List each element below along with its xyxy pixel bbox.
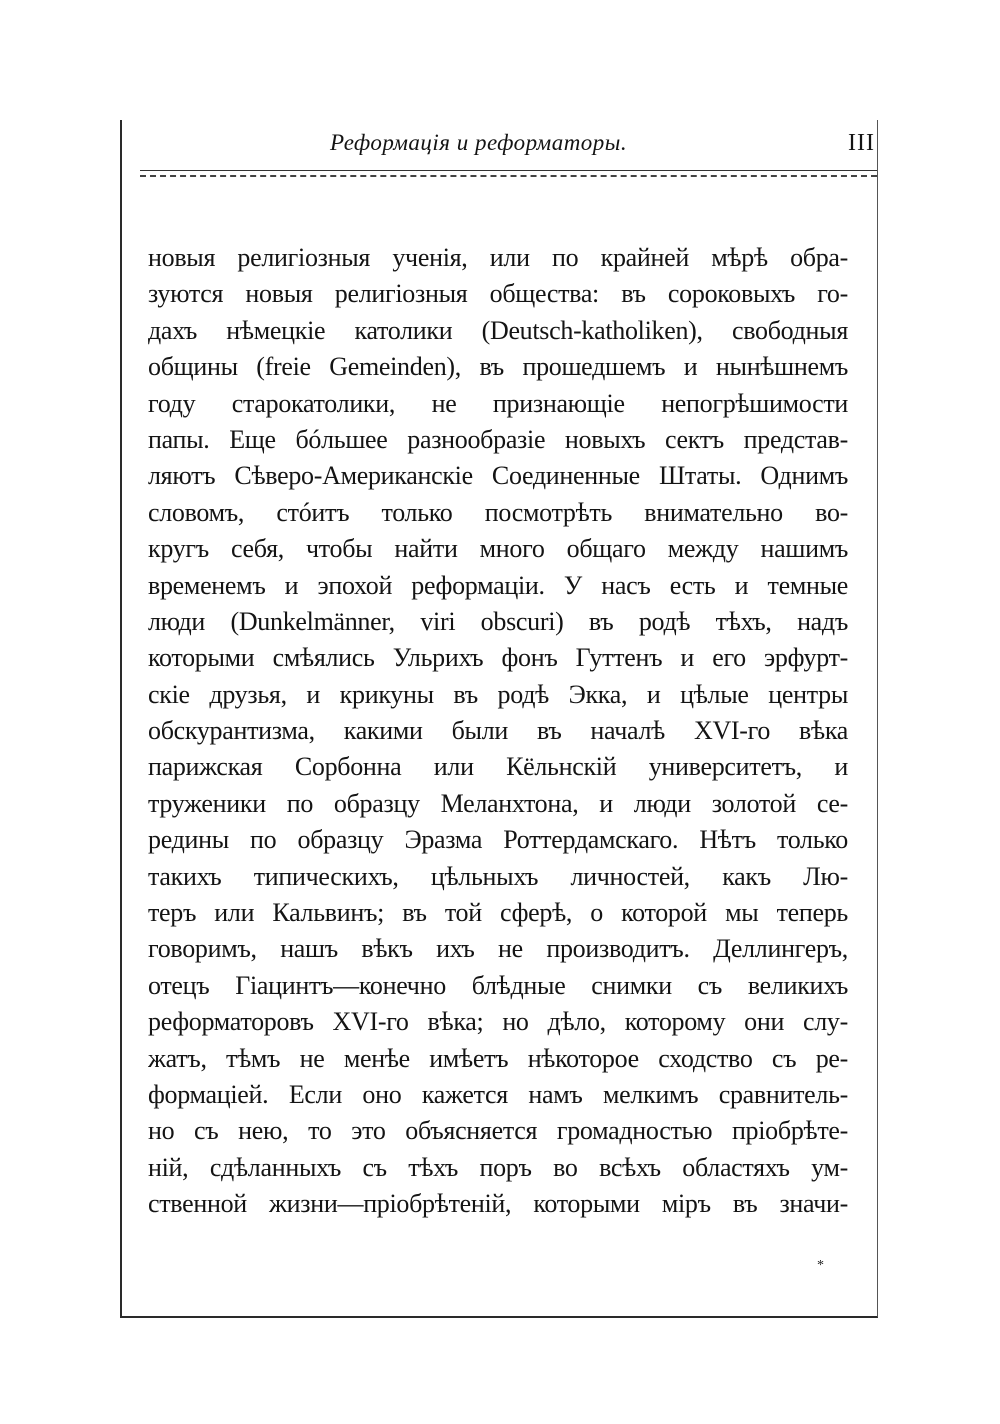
text-line: жатъ, тѣмъ не менѣе имѣетъ нѣкоторое сходство съ ре- <box>148 1043 848 1073</box>
text-line: ляютъ Сѣверо-Американскіе Соединенные Штаты. Однимъ <box>148 461 848 491</box>
page-number: III <box>848 130 875 156</box>
text-line: теръ или Кальвинъ; въ той сферѣ, о которой мы теперь <box>148 898 848 928</box>
text-line: редины по образцу Эразма Роттердамскаго. Нѣтъ только <box>148 825 848 855</box>
header-rule-dashed <box>140 175 877 177</box>
text-line: люди (Dunkelmänner, viri obscuri) въ родѣ тѣхъ, надъ <box>148 606 848 636</box>
text-line: отецъ Гіацинтъ—конечно блѣдные снимки съ великихъ <box>148 970 848 1000</box>
text-line: труженики по образцу Меланхтона, и люди золотой се- <box>148 788 848 818</box>
text-line: скіе друзья, и крикуны въ родѣ Экка, и цѣлые центры <box>148 679 848 709</box>
header-rule <box>140 170 877 171</box>
text-line: временемъ и эпохой реформаціи. У насъ есть и темные <box>148 570 848 600</box>
text-line: словомъ, стóитъ только посмотрѣть внимательно во- <box>148 497 848 527</box>
text-line: году старокатолики, не признающіе непогрѣшимости <box>148 388 848 418</box>
text-line: зуются новыя религіозныя общества: въ сороковыхъ го- <box>148 279 848 309</box>
text-line: ній, сдѣланныхъ съ тѣхъ поръ во всѣхъ областяхъ ум- <box>148 1152 848 1182</box>
text-line: кругъ себя, чтобы найти много общаго между нашимъ <box>148 534 848 564</box>
text-line: дахъ нѣмецкіе католики (Deutsch-katholiken), свободныя <box>148 315 848 345</box>
text-line: реформаторовъ XVI-го вѣка; но дѣло, которому они слу- <box>148 1007 848 1037</box>
text-line: ственной жизни—пріобрѣтеній, которыми міръ въ значи- <box>148 1189 848 1219</box>
text-line: такихъ типическихъ, цѣльныхъ личностей, какъ Лю- <box>148 861 848 891</box>
running-title: Реформація и реформаторы. <box>330 130 628 155</box>
text-line: говоримъ, нашъ вѣкъ ихъ не производитъ. Деллингеръ, <box>148 934 848 964</box>
text-line: которыми смѣялись Ульрихъ фонъ Гуттенъ и его эрфурт- <box>148 643 848 673</box>
text-line: формаціей. Если оно кажется намъ мелкимъ сравнитель- <box>148 1079 848 1109</box>
running-head <box>140 130 875 166</box>
text-line: парижская Сорбонна или Кёльнскій университетъ, и <box>148 752 848 782</box>
text-line: новыя религіозныя ученія, или по крайней мѣрѣ обра- <box>148 243 848 272</box>
text-line: обскурантизма, какими были въ началѣ XVI-го вѣка <box>148 716 848 746</box>
text-line: общины (freie Gemeinden), въ прошедшемъ и нынѣшнемъ <box>148 352 848 382</box>
body-text <box>148 240 848 1223</box>
text-line: но съ нею, то это объясняется громадностью пріобрѣте- <box>148 1116 848 1146</box>
text-line: папы. Еще бóльшее разнообразіе новыхъ сектъ представ- <box>148 424 848 454</box>
signature-mark: * <box>817 1258 824 1273</box>
